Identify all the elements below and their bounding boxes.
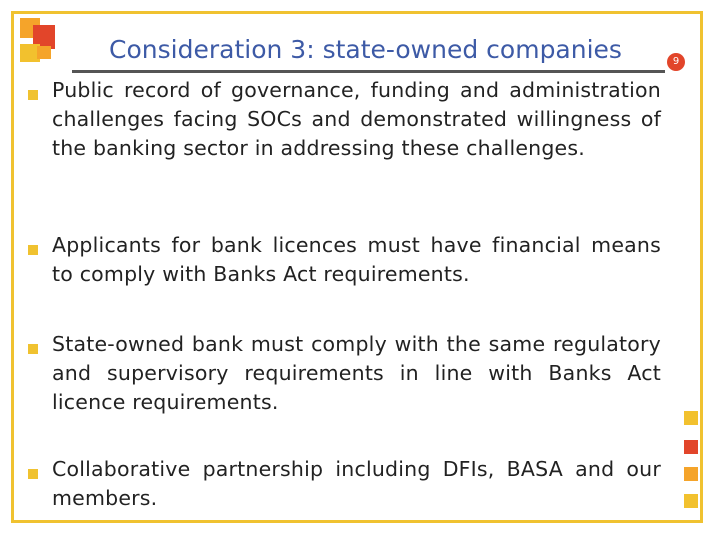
bullet-text: State-owned bank must comply with the same regulatory and supervisory requirements in line with Banks Act licence requirements.	[52, 332, 661, 414]
decorative-square	[684, 467, 698, 481]
slide-title: Consideration 3: state-owned companies	[109, 35, 622, 64]
bullet-marker	[28, 90, 38, 100]
title-underline	[72, 70, 665, 73]
decorative-square	[684, 411, 698, 425]
bullet-text: Collaborative partnership including DFIs, BASA and our members.	[52, 457, 661, 510]
bullet-marker	[28, 245, 38, 255]
bullet-marker	[28, 469, 38, 479]
bullet-text: Public record of governance, funding and administration challenges facing SOCs and demonstrated willingness of the banking sector in addressing these challenges.	[52, 78, 661, 160]
logo-square	[37, 46, 51, 59]
decorative-square	[684, 440, 698, 454]
bullet-marker	[28, 344, 38, 354]
page-number-badge: 9	[667, 53, 685, 71]
decorative-square	[684, 494, 698, 508]
bullet-text: Applicants for bank licences must have financial means to comply with Banks Act requirements.	[52, 233, 661, 286]
